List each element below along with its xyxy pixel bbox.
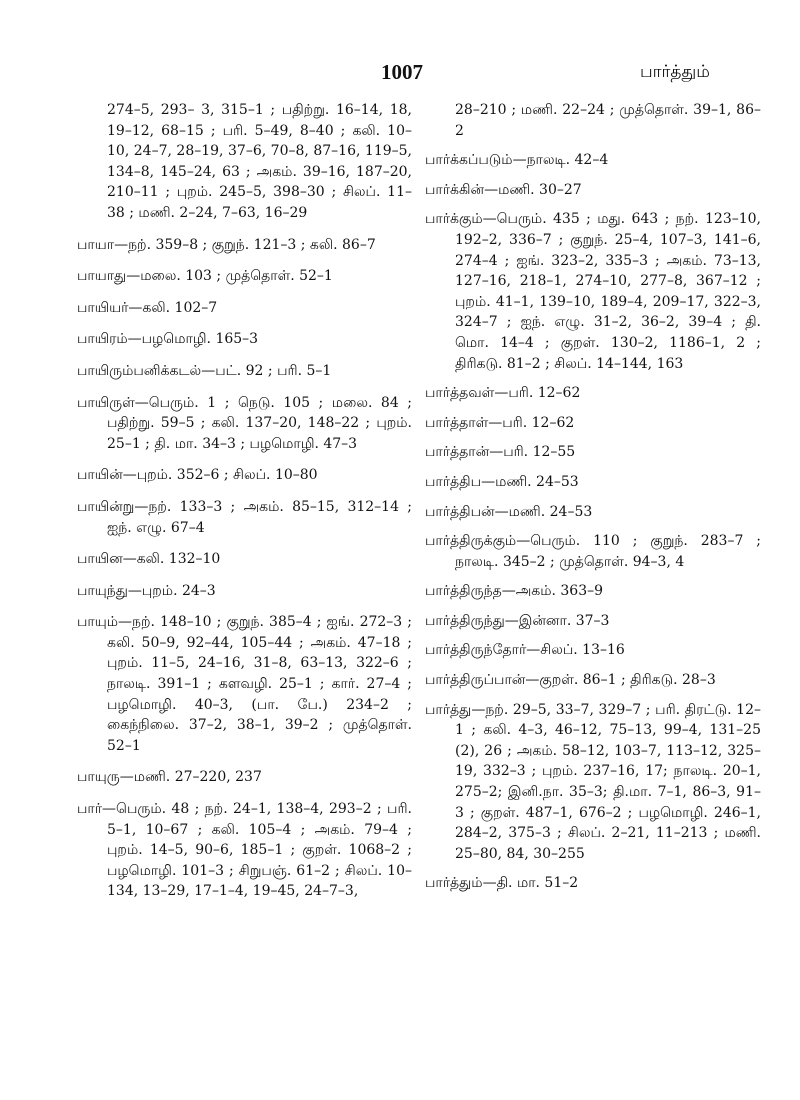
entry-headword: பார்க்கப்படும் xyxy=(425,152,513,169)
entry-references: பெரும். 435 ; மது. 643 ; நற். 123–10, 192–2, 336–7 ; குறுந். 25–4, 107–3, 141–6, 274–4 ; ஐங். 323–2, 335–3 ; அகம். 73–13, 127–16, 218–1, 274–10, 277–8, 367–12 ; புறம். 41–1, 139–10, 189–4, 209–17, 322–3, 324–7 ; ஐந். எழு. 31–2, 36–2, 39–4 ; தி. மொ. 14–4 ; குறள். 130–2, 1186–1, 2 ; திரிகடு. 81–2 ; சிலப். 14–144, 163 xyxy=(455,211,761,372)
entry-references: 274–5, 293– 3, 315–1 ; பதிற்று. 16–14, 18, 19–12, 68–15 ; பரி. 5–49, 8–40 ; கலி. 10–10, 24–7, 28–19, 37–6, 70–8, 87–16, 119–5, 134–8, 145–24, 63 ; அகம். 39–16, 187–20, 210–11 ; புறம். 245–5, 398–30 ; சிலப். 11–38 ; மணி. 2–24, 7–63, 16–29 xyxy=(107,102,412,221)
index-entry: பார்த்திருக்கும்—பெரும். 110 ; குறுந். 283–7 ; நாலடி. 345–2 ; முத்தொள். 94–3, 4 xyxy=(425,533,761,570)
index-entry: பார்க்கின்—மணி. 30–27 xyxy=(425,181,582,198)
entry-headword: பாயின்று xyxy=(77,498,135,515)
entry-references: பரி. 12–55 xyxy=(503,444,576,461)
index-entry: பாயின—கலி. 132–10 xyxy=(77,551,221,568)
entry-references: நற். 29–5, 33–7, 329–7 ; பரி. திரட்டு. 12–1 ; கலி. 4–3, 46–12, 75–13, 99–4, 131–25 (2), 26 ; அகம். 58–12, 103–7, 113–12, 325–19, 332–3 ; புறம். 237–16, 17; நாலடி. 20–1, 275–2; இனி.நா. 35–3; தி.மா. 7–1, 86–3, 91–3 ; குறள். 487–1, 676–2 ; பழமொழி. 246–1, 284–2, 375–3 ; சிலப். 2–21, 11–213 ; மணி. 25–80, 84, 30–255 xyxy=(455,701,761,862)
entry-headword: பாயிருள் xyxy=(77,394,135,411)
entry-headword: பார்த்திருக்கும் xyxy=(425,533,517,550)
index-entry: பார்த்தாள்—பரி. 12–62 xyxy=(425,414,575,431)
entry-references: பெரும். 48 ; நற். 24–1, 138–4, 293–2 ; பரி. 5–1, 10–67 ; கலி. 105–4 ; அகம். 79–4 ; புறம். 14–5, 90–6, 185–1 ; குறள். 1068–2 ; பழமொழி. 101–3 ; சிறுபஞ். 61–2 ; சிலப். 10–134, 13–29, 17–1–4, 19–45, 24–7–3, xyxy=(107,801,412,900)
right-column xyxy=(425,100,761,903)
index-entry: பார்த்தான்—பரி. 12–55 xyxy=(425,444,576,461)
entry-references: மணி. 24–53 xyxy=(508,503,593,520)
entry-headword: பார்த்தவள் xyxy=(425,385,495,402)
index-entry xyxy=(77,100,412,224)
index-entry: பாயியர்—கலி. 102–7 xyxy=(77,299,218,316)
entry-references: பரி. 12–62 xyxy=(508,385,581,402)
index-entry: பாயுரு—மணி. 27–220, 237 xyxy=(77,769,262,786)
entry-references: மணி. 24–53 xyxy=(495,473,579,490)
left-column xyxy=(77,100,412,913)
entry-references: மலை. 103 ; முத்தொள். 52–1 xyxy=(140,268,333,285)
index-entry: பார்க்கப்படும்—நாலடி. 42–4 xyxy=(425,152,609,169)
entry-references: கலி. 102–7 xyxy=(142,299,218,316)
entry-headword: பாயிரும்பனிக்கடல் xyxy=(77,362,202,379)
entry-headword: பார் xyxy=(77,801,103,818)
index-entry: பாயா—நற். 359–8 ; குறுந். 121–3 ; கலி. 86–7 xyxy=(77,236,376,253)
entry-headword: பார்த்தாள் xyxy=(425,414,489,431)
entry-headword: பாயுரு xyxy=(77,769,120,786)
entry-headword: பார்த்திருந்து xyxy=(425,612,505,629)
entry-headword: பாயாது xyxy=(77,268,127,285)
entry-headword: பார்த்திருந்த xyxy=(425,583,502,600)
entry-references: நற். 359–8 ; குறுந். 121–3 ; கலி. 86–7 xyxy=(128,236,376,253)
entry-headword: பாயின xyxy=(77,551,123,568)
entry-references: குறள். 86–1 ; திரிகடு. 28–3 xyxy=(539,672,716,689)
index-entry: பாயும்—நற். 148–10 ; குறுந். 385–4 ; ஐங். 272–3 ; கலி. 50–9, 92–44, 105–44 ; அகம். 47–18 ; புறம். 11–5, 24–16, 31–8, 63–13, 322–6 ; நாலடி. 391–1 ; களவழி. 25–1 ; கார். 27–4 ; பழமொழி. 40–3, (பா. பே.) 234–2 ; கைந்நிலை. 37–2, 38–1, 39–2 ; முத்தொள். 52–1 xyxy=(77,614,412,754)
entry-headword: பார்த்தான் xyxy=(425,444,490,461)
entry-headword: பாயிரம் xyxy=(77,331,128,348)
running-head: பார்த்தும் xyxy=(640,62,710,82)
entry-headword: பார்க்கும் xyxy=(425,211,483,228)
index-entry: பார்—பெரும். 48 ; நற். 24–1, 138–4, 293–2 ; பரி. 5–1, 10–67 ; கலி. 105–4 ; அகம். 79–4 ; புறம். 14–5, 90–6, 185–1 ; குறள். 1068–2 ; பழமொழி. 101–3 ; சிறுபஞ். 61–2 ; சிலப். 10–134, 13–29, 17–1–4, 19–45, 24–7–3, xyxy=(77,801,412,900)
index-entry: பாயிருள்—பெரும். 1 ; நெடு. 105 ; மலை. 84 ; பதிற்று. 59–5 ; கலி. 137–20, 148–22 ; புறம். 25–1 ; தி. மா. 34–3 ; பழமொழி. 47–3 xyxy=(77,394,412,452)
index-entry: பார்த்திருந்து—இன்னா. 37–3 xyxy=(425,612,610,629)
entry-references: புறம். 352–6 ; சிலப். 10–80 xyxy=(136,467,318,484)
entry-references: தி. மா. 51–2 xyxy=(496,875,579,892)
entry-references: சிலப். 13–16 xyxy=(540,642,625,659)
index-entry: பார்த்திருந்த—அகம். 363–9 xyxy=(425,583,604,600)
entry-references: பரி. 12–62 xyxy=(502,414,575,431)
entry-headword: பாயா xyxy=(77,236,115,253)
index-entry: பாயிரம்—பழமொழி. 165–3 xyxy=(77,331,259,348)
entry-references: அகம். 363–9 xyxy=(515,583,604,600)
index-entry: பார்த்து—நற். 29–5, 33–7, 329–7 ; பரி. திரட்டு. 12–1 ; கலி. 4–3, 46–12, 75–13, 99–4, 131–25 (2), 26 ; அகம். 58–12, 103–7, 113–12, 325–19, 332–3 ; புறம். 237–16, 17; நாலடி. 20–1, 275–2; இனி.நா. 35–3; தி.மா. 7–1, 86–3, 91–3 ; குறள். 487–1, 676–2 ; பழமொழி. 246–1, 284–2, 375–3 ; சிலப். 2–21, 11–213 ; மணி. 25–80, 84, 30–255 xyxy=(425,701,761,862)
entry-headword: பார்த்திருப்பான் xyxy=(425,672,526,689)
index-entry: பாயிரும்பனிக்கடல்—பட். 92 ; பரி. 5–1 xyxy=(77,362,332,379)
index-entry: பாயின்று—நற். 133–3 ; அகம். 85–15, 312–14 ; ஐந். எழு. 67–4 xyxy=(77,498,412,536)
entry-references: 28–210 ; மணி. 22–24 ; முத்தொள். 39–1, 86–2 xyxy=(455,102,761,139)
entry-references: பட். 92 ; பரி. 5–1 xyxy=(215,362,332,379)
index-entry: பார்த்திருந்தோர்—சிலப். 13–16 xyxy=(425,642,625,659)
entry-references: மணி. 27–220, 237 xyxy=(133,769,262,786)
entry-headword: பார்த்திப xyxy=(425,473,482,490)
index-entry: பார்த்தவள்—பரி. 12–62 xyxy=(425,385,581,402)
index-entry: பார்த்திருப்பான்—குறள். 86–1 ; திரிகடு. 28–3 xyxy=(425,672,716,689)
entry-headword: பாயின் xyxy=(77,467,123,484)
entry-references: நற். 133–3 ; அகம். 85–15, 312–14 ; ஐந். எழு. 67–4 xyxy=(107,498,412,536)
index-entry: பார்க்கும்—பெரும். 435 ; மது. 643 ; நற். 123–10, 192–2, 336–7 ; குறுந். 25–4, 107–3, 141–6, 274–4 ; ஐங். 323–2, 335–3 ; அகம். 73–13, 127–16, 218–1, 274–10, 277–8, 367–12 ; புறம். 41–1, 139–10, 189–4, 209–17, 322–3, 324–7 ; ஐந். எழு. 31–2, 36–2, 39–4 ; தி. மொ. 14–4 ; குறள். 130–2, 1186–1, 2 ; திரிகடு. 81–2 ; சிலப். 14–144, 163 xyxy=(425,211,761,372)
index-entry xyxy=(425,100,761,141)
index-entry: பாயின்—புறம். 352–6 ; சிலப். 10–80 xyxy=(77,467,318,484)
index-entry: பாயாது—மலை. 103 ; முத்தொள். 52–1 xyxy=(77,268,333,285)
entry-references: பெரும். 1 ; நெடு. 105 ; மலை. 84 ; பதிற்று. 59–5 ; கலி. 137–20, 148–22 ; புறம். 25–1 ; தி. மா. 34–3 ; பழமொழி. 47–3 xyxy=(107,394,412,452)
entry-headword: பார்த்தும் xyxy=(425,875,483,892)
entry-headword: பார்த்திபன் xyxy=(425,503,495,520)
entry-references: நாலடி. 42–4 xyxy=(526,152,609,169)
index-entry: பார்த்திபன்—மணி. 24–53 xyxy=(425,503,593,520)
entry-references: இன்னா. 37–3 xyxy=(518,612,610,629)
entry-headword: பாயியர் xyxy=(77,299,129,316)
page-number: 1007 xyxy=(381,60,423,84)
entry-references: பெரும். 110 ; குறுந். 283–7 ; நாலடி. 345–2 ; முத்தொள். 94–3, 4 xyxy=(455,533,761,570)
entry-headword: பார்க்கின் xyxy=(425,181,485,198)
entry-references: மணி. 30–27 xyxy=(498,181,582,198)
entry-references: பழமொழி. 165–3 xyxy=(141,331,259,348)
entry-headword: பாயும் xyxy=(77,614,119,631)
entry-references: புறம். 24–3 xyxy=(141,582,216,599)
index-entry: பார்த்தும்—தி. மா. 51–2 xyxy=(425,875,579,892)
entry-headword: பார்த்திருந்தோர் xyxy=(425,642,527,659)
entry-headword: பார்த்து xyxy=(425,701,472,718)
page-header xyxy=(0,58,800,90)
entry-references: நற். 148–10 ; குறுந். 385–4 ; ஐங். 272–3 ; கலி. 50–9, 92–44, 105–44 ; அகம். 47–18 ; புறம். 11–5, 24–16, 31–8, 63–13, 322–6 ; நாலடி. 391–1 ; களவழி. 25–1 ; கார். 27–4 ; பழமொழி. 40–3, (பா. பே.) 234–2 ; கைந்நிலை. 37–2, 38–1, 39–2 ; முத்தொள். 52–1 xyxy=(107,614,412,754)
entry-headword: பாயுந்து xyxy=(77,582,128,599)
entry-references: கலி. 132–10 xyxy=(136,551,221,568)
index-entry: பார்த்திப—மணி. 24–53 xyxy=(425,473,579,490)
index-entry: பாயுந்து—புறம். 24–3 xyxy=(77,582,216,599)
